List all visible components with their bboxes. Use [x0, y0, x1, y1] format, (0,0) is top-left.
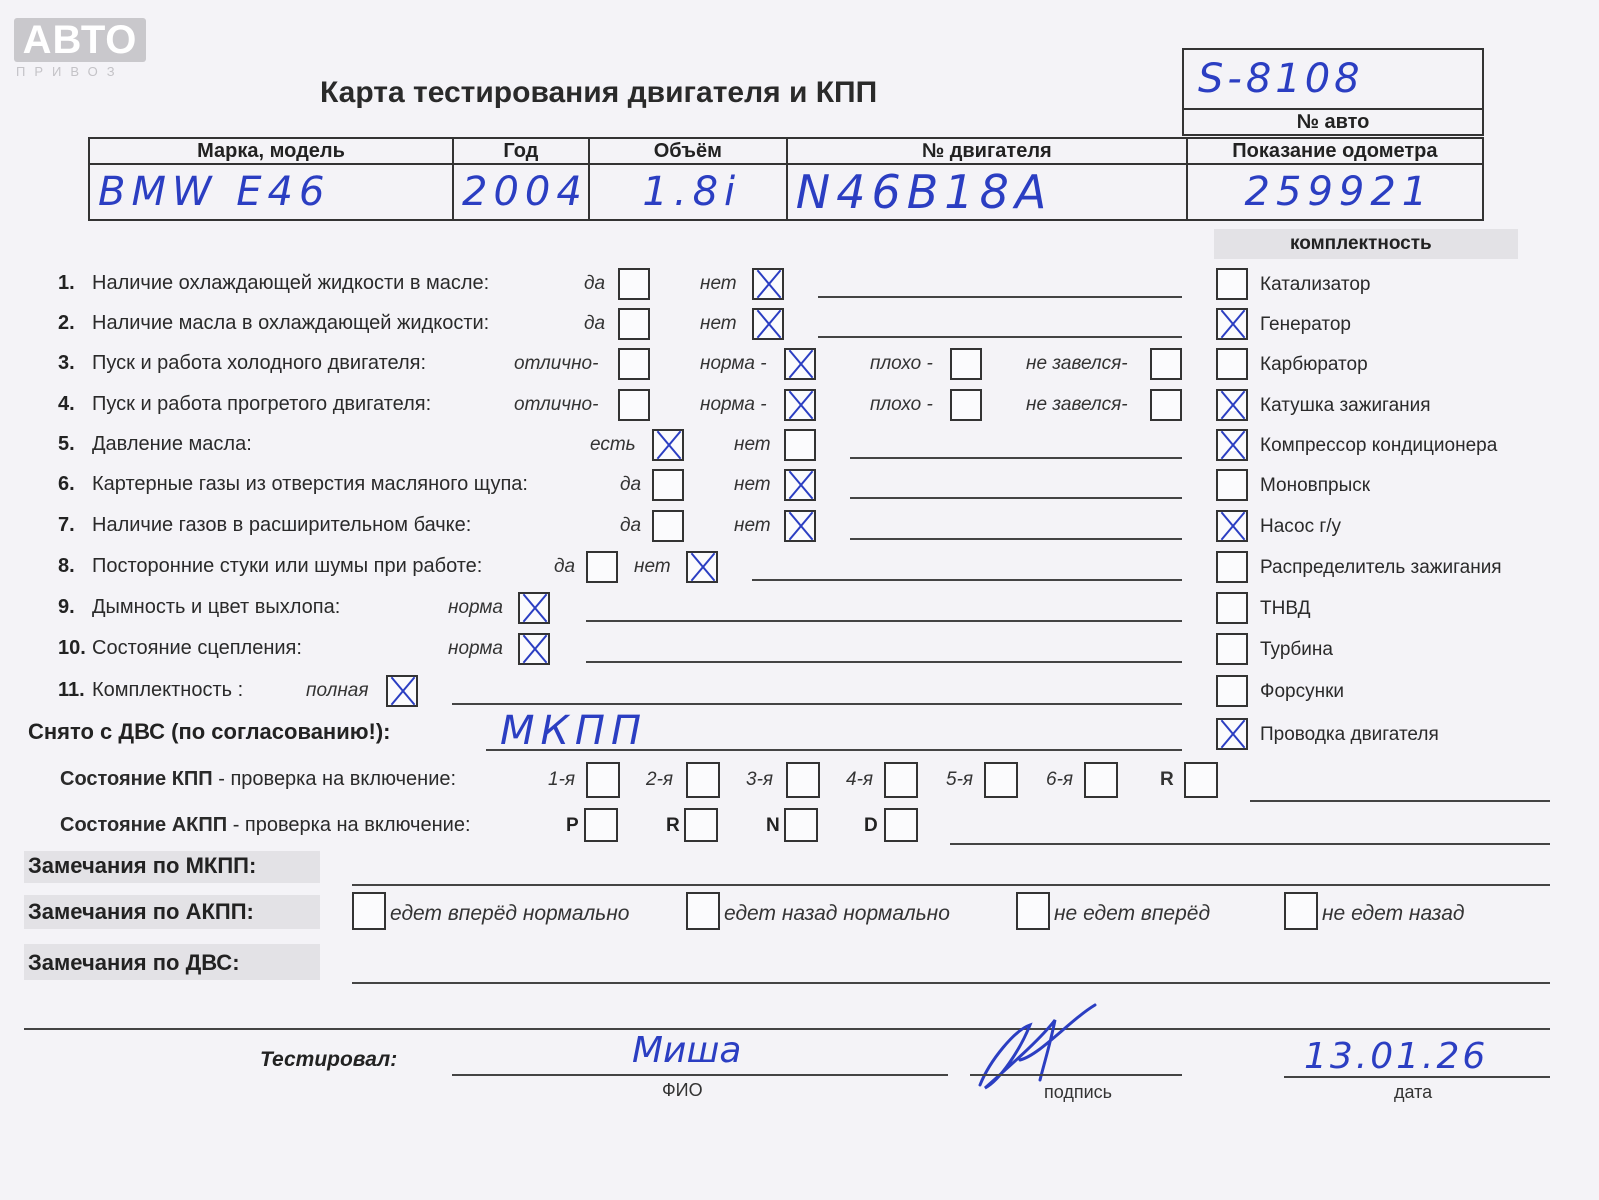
question-number: 4.	[58, 393, 75, 415]
option-label: нет	[734, 515, 771, 536]
mode-label: N	[766, 815, 780, 836]
kit-item-label: Моновпрыск	[1260, 475, 1371, 496]
kit-item-label: ТНВД	[1260, 598, 1311, 619]
option-label: полная	[306, 680, 369, 701]
answer-line	[818, 296, 1182, 298]
question-number: 2.	[58, 312, 75, 334]
removed-line	[486, 749, 1182, 751]
kit-item-label: Насос г/у	[1260, 516, 1342, 537]
date-line	[1284, 1076, 1550, 1078]
engine-value: N46B18A	[787, 164, 1187, 220]
remarks-akpp-label: Замечания по АКПП:	[28, 899, 254, 924]
akpp-label: Состояние АКПП - проверка на включение:	[60, 814, 471, 836]
option-label: нет	[700, 313, 737, 334]
answer-line	[752, 579, 1182, 581]
kit-checkbox[interactable]	[1216, 592, 1248, 624]
answer-line	[818, 336, 1182, 338]
tested-label: Тестировал:	[260, 1048, 398, 1071]
removed-value: МКПП	[500, 708, 648, 754]
odometer-header: Показание одометра	[1187, 138, 1483, 164]
remarks-dvs-line	[352, 982, 1550, 984]
question-text: Комплектность :	[92, 679, 244, 701]
kit-item-label: Турбина	[1260, 639, 1333, 660]
option-checkbox[interactable]	[518, 633, 550, 665]
gear-label: 1-я	[548, 769, 576, 790]
gear-label: 4-я	[846, 769, 874, 790]
kit-item-label: Компрессор кондиционера	[1260, 435, 1498, 456]
question-text: Картерные газы из отверстия масляного щупа:	[92, 473, 528, 495]
brand-header: Марка, модель	[89, 138, 453, 164]
date-value: 13.01.26	[1304, 1036, 1489, 1077]
option-label: нет	[700, 273, 737, 294]
option-checkbox[interactable]	[752, 308, 784, 340]
remark-option-label: едет вперёд нормально	[390, 902, 630, 925]
option-checkbox[interactable]	[784, 348, 816, 380]
car-number-value: S-8108	[1183, 49, 1483, 109]
question-number: 1.	[58, 272, 75, 294]
question-number: 9.	[58, 596, 75, 618]
option-checkbox[interactable]	[652, 429, 684, 461]
option-checkbox[interactable]	[784, 469, 816, 501]
option-checkbox[interactable]	[618, 348, 650, 380]
remark-checkbox[interactable]	[686, 892, 720, 930]
option-label: не завелся-	[1026, 353, 1128, 374]
option-label: нет	[634, 556, 671, 577]
volume-header: Объём	[589, 138, 787, 164]
tester-name: Миша	[632, 1030, 742, 1071]
kit-checkbox[interactable]	[1216, 469, 1248, 501]
question-text: Пуск и работа прогретого двигателя:	[92, 393, 432, 415]
answer-line	[850, 457, 1182, 459]
option-checkbox[interactable]	[618, 389, 650, 421]
question-number: 6.	[58, 473, 75, 495]
option-checkbox[interactable]	[652, 510, 684, 542]
option-checkbox[interactable]	[686, 551, 718, 583]
option-checkbox[interactable]	[1150, 389, 1182, 421]
option-checkbox[interactable]	[586, 551, 618, 583]
gear-label: 5-я	[946, 769, 974, 790]
brand-value: BMW E46	[89, 164, 453, 220]
year-value: 2004	[453, 164, 589, 220]
option-label: не завелся-	[1026, 394, 1128, 415]
engine-header: № двигателя	[787, 138, 1187, 164]
option-label: да	[554, 556, 576, 577]
option-checkbox[interactable]	[784, 429, 816, 461]
option-label: отлично-	[514, 394, 599, 415]
option-label: да	[620, 474, 642, 495]
vehicle-info-table	[88, 137, 1484, 221]
mode-checkbox[interactable]	[784, 808, 818, 842]
option-checkbox[interactable]	[1150, 348, 1182, 380]
kit-checkbox[interactable]	[1216, 633, 1248, 665]
volume-value: 1.8i	[589, 164, 787, 220]
gear-label: 2-я	[646, 769, 674, 790]
kpp-label: Состояние КПП - проверка на включение:	[60, 768, 457, 790]
option-checkbox[interactable]	[950, 389, 982, 421]
fio-label: ФИО	[662, 1080, 703, 1100]
question-number: 11.	[58, 679, 85, 701]
date-label: дата	[1394, 1082, 1433, 1102]
kit-title: комплектность	[1290, 233, 1432, 254]
question-text: Наличие охлаждающей жидкости в масле:	[92, 272, 490, 294]
question-number: 7.	[58, 514, 75, 536]
option-checkbox[interactable]	[950, 348, 982, 380]
kpp-line	[1250, 800, 1550, 802]
gear-label: R	[1160, 769, 1174, 790]
remark-option-label: не едет назад	[1322, 902, 1465, 925]
kit-checkbox[interactable]	[1216, 348, 1248, 380]
kit-checkbox[interactable]	[1216, 308, 1248, 340]
option-label: отлично-	[514, 353, 599, 374]
gear-checkbox[interactable]	[1084, 762, 1118, 798]
mode-checkbox[interactable]	[684, 808, 718, 842]
answer-line	[586, 620, 1182, 622]
odometer-value: 259921	[1187, 164, 1483, 220]
gear-checkbox[interactable]	[1184, 762, 1218, 798]
signature	[960, 1000, 1120, 1095]
option-checkbox[interactable]	[618, 268, 650, 300]
car-number-box	[1182, 48, 1484, 136]
removed-label: Снято с ДВС (по согласованию!):	[28, 719, 391, 744]
mode-label: D	[864, 815, 878, 836]
gear-checkbox[interactable]	[586, 762, 620, 798]
question-text: Посторонние стуки или шумы при работе:	[92, 555, 483, 577]
option-label: есть	[590, 434, 636, 455]
remarks-mkpp-label: Замечания по МКПП:	[28, 853, 257, 878]
gear-label: 3-я	[746, 769, 774, 790]
option-checkbox[interactable]	[618, 308, 650, 340]
answer-line	[586, 661, 1182, 663]
option-label: да	[584, 313, 606, 334]
answer-line	[452, 703, 1182, 705]
question-number: 3.	[58, 352, 75, 374]
answer-line	[850, 497, 1182, 499]
option-checkbox[interactable]	[784, 510, 816, 542]
kit-item-label: Катушка зажигания	[1260, 395, 1431, 416]
kit-item-label: Катализатор	[1260, 274, 1371, 295]
question-text: Наличие масла в охлаждающей жидкости:	[92, 312, 490, 334]
remarks-mkpp-line	[352, 884, 1550, 886]
remark-checkbox[interactable]	[1016, 892, 1050, 930]
kit-checkbox[interactable]	[1216, 718, 1248, 750]
signature-line	[970, 1074, 1182, 1076]
mode-label: P	[566, 815, 579, 836]
question-text: Состояние сцепления:	[92, 637, 302, 659]
year-header: Год	[453, 138, 589, 164]
option-checkbox[interactable]	[752, 268, 784, 300]
question-number: 8.	[58, 555, 75, 577]
kit-checkbox[interactable]	[1216, 510, 1248, 542]
kit-checkbox[interactable]	[1216, 268, 1248, 300]
option-label: норма -	[700, 394, 767, 415]
question-text: Дымность и цвет выхлопа:	[92, 596, 341, 618]
gear-checkbox[interactable]	[786, 762, 820, 798]
kit-item-label: Форсунки	[1260, 681, 1344, 702]
option-label: да	[584, 273, 606, 294]
option-label: да	[620, 515, 642, 536]
option-label: плохо -	[870, 394, 933, 415]
question-number: 5.	[58, 433, 75, 455]
separator-line	[24, 1028, 1550, 1030]
question-text: Давление масла:	[92, 433, 252, 455]
option-checkbox[interactable]	[652, 469, 684, 501]
option-checkbox[interactable]	[386, 675, 418, 707]
gear-label: 6-я	[1046, 769, 1074, 790]
option-label: норма -	[700, 353, 767, 374]
gear-checkbox[interactable]	[984, 762, 1018, 798]
remarks-dvs-label: Замечания по ДВС:	[28, 950, 240, 975]
kit-checkbox[interactable]	[1216, 675, 1248, 707]
akpp-line	[950, 843, 1550, 845]
mode-checkbox[interactable]	[884, 808, 918, 842]
gear-checkbox[interactable]	[686, 762, 720, 798]
question-number: 10.	[58, 637, 86, 659]
remark-option-label: не едет вперёд	[1054, 902, 1211, 925]
kit-item-label: Карбюратор	[1260, 354, 1368, 375]
kit-item-label: Проводка двигателя	[1260, 724, 1439, 745]
logo-subtitle: ПРИВОЗ	[16, 64, 124, 79]
mode-label: R	[666, 815, 680, 836]
kit-item-label: Генератор	[1260, 314, 1351, 335]
question-text: Наличие газов в расширительном бачке:	[92, 514, 472, 536]
remark-checkbox[interactable]	[352, 892, 386, 930]
gear-checkbox[interactable]	[884, 762, 918, 798]
mode-checkbox[interactable]	[584, 808, 618, 842]
kit-checkbox[interactable]	[1216, 551, 1248, 583]
kit-item-label: Распределитель зажигания	[1260, 557, 1502, 578]
answer-line	[850, 538, 1182, 540]
remark-option-label: едет назад нормально	[724, 902, 950, 925]
option-checkbox[interactable]	[784, 389, 816, 421]
remark-checkbox[interactable]	[1284, 892, 1318, 930]
signature-label: подпись	[1044, 1082, 1113, 1102]
page-title: Карта тестирования двигателя и КПП	[320, 76, 878, 109]
option-label: норма	[448, 597, 503, 618]
option-label: нет	[734, 474, 771, 495]
option-label: плохо -	[870, 353, 933, 374]
logo: АВТО	[14, 18, 146, 62]
car-number-label: № авто	[1183, 109, 1483, 135]
option-checkbox[interactable]	[518, 592, 550, 624]
option-label: норма	[448, 638, 503, 659]
fio-line	[452, 1074, 948, 1076]
kit-checkbox[interactable]	[1216, 389, 1248, 421]
question-text: Пуск и работа холодного двигателя:	[92, 352, 427, 374]
kit-checkbox[interactable]	[1216, 429, 1248, 461]
option-label: нет	[734, 434, 771, 455]
